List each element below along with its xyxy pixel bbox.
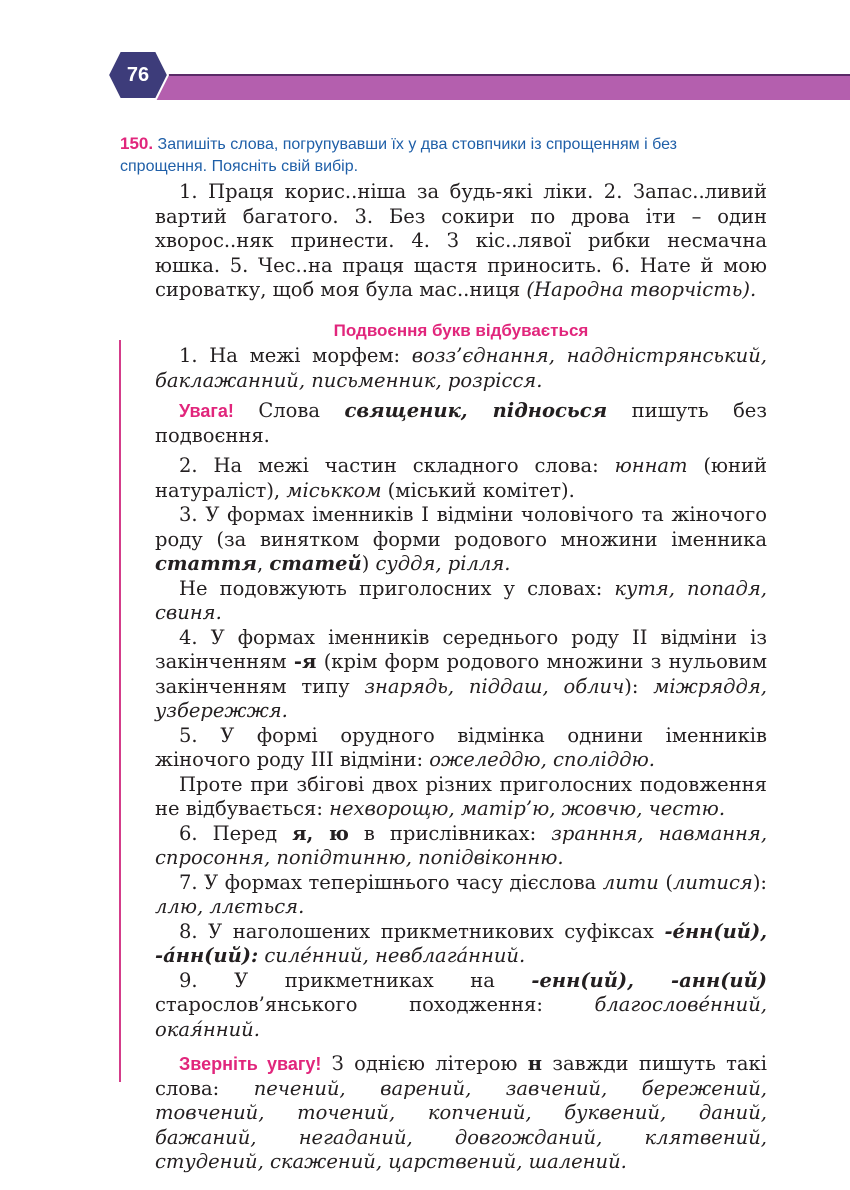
- rule-item-9: 9. У прикметниках на -енн(ий), -анн(ий) старослов’янського походження: благослове́нний, окая́нний.: [155, 968, 767, 1041]
- exercise-source: (Народна творчість).: [526, 278, 757, 301]
- attention-label: Увага!: [179, 401, 234, 421]
- rule-item-6: 6. Перед я, ю в прислівниках: зранння, навмання, спросоння, попідтинню, попідвіконню.: [155, 821, 768, 869]
- rule-side-bar: [119, 340, 121, 1082]
- rule-item-7: 7. У формах теперішнього часу дієслова лити (литися): ллю, ллється.: [155, 870, 767, 918]
- rule-item-5-exception: Проте при збігові двох різних приголосних подовження не відбувається: нехворощю, матір’ю, жовчю, честю.: [155, 772, 767, 820]
- rule-item-4: 4. У формах іменників середнього роду ІІ відміни із закінченням -я (крім форм родового множини з нульовим закінченням типу знарядь, піддаш, облич): міжряддя, узбережжя.: [155, 625, 768, 722]
- rule-item-1: 1. На межі морфем: возз’єднання, наддністрянський, баклажанний, письменник, розрісся.: [155, 344, 767, 392]
- rule-item-5: 5. У формі орудного відмінка однини іменників жіночого роду ІІІ відміни: ожеледдю, споліддю.: [155, 723, 767, 771]
- rule-item-8: 8. У наголошених прикметникових суфіксах -е́нн(ий), -а́нн(ий): силе́нний, невблага́нний.: [155, 919, 767, 967]
- task-number: 150.: [120, 134, 154, 153]
- exercise-text: [155, 180, 767, 303]
- page-number-badge: [106, 49, 170, 101]
- task-instruction: [120, 133, 768, 178]
- page-number: 76: [126, 64, 150, 86]
- attention-note: Увага! Слова священик, підносься пишуть без подвоєння.: [155, 399, 767, 447]
- task-text: Запишіть слова, погрупувавши їх у два стовпчики із спрощенням і без спрощення. Поясніть свій вибір.: [120, 136, 677, 175]
- note-label: Зверніть увагу!: [179, 1054, 322, 1074]
- exercise-sentences: 1. Праця корис..ніша за будь-які ліки. 2. Запас..ливий вартий багатого. 3. Без сокири по дрова іти – один хворос..няк принести. 4. З кіс..лявої рибки несмачна юшка. 5. Чес..на праця щастя приносить. 6. Нате й мою сироватку, щоб моя була мас..ниця: [155, 180, 767, 301]
- rule-item-3: 3. У формах іменників І відміни чоловічого та жіночого роду (за винятком форми родового множини іменника стаття, статей) суддя, рілля.: [155, 503, 767, 575]
- rule-item-3-exception: Не подовжують приголосних у словах: кутя, попадя, свиня.: [155, 576, 767, 624]
- rule-title: Подвоєння букв відбувається: [333, 321, 589, 340]
- rule-item-2: 2. На межі частин складного слова: юннат (юний натураліст), міськком (міський комітет).: [155, 454, 768, 502]
- note-block: Зверніть увагу! З однією літерою н завжди пишуть такі слова: печений, варений, завчений, бережений, товчений, точений, копчений, буквений, даний, бажаний, негаданий, довгожданий, клятвений, студений, скажений, царствений, шалений.: [155, 1052, 767, 1173]
- header-band: [150, 74, 850, 100]
- rule-box: [155, 344, 767, 1175]
